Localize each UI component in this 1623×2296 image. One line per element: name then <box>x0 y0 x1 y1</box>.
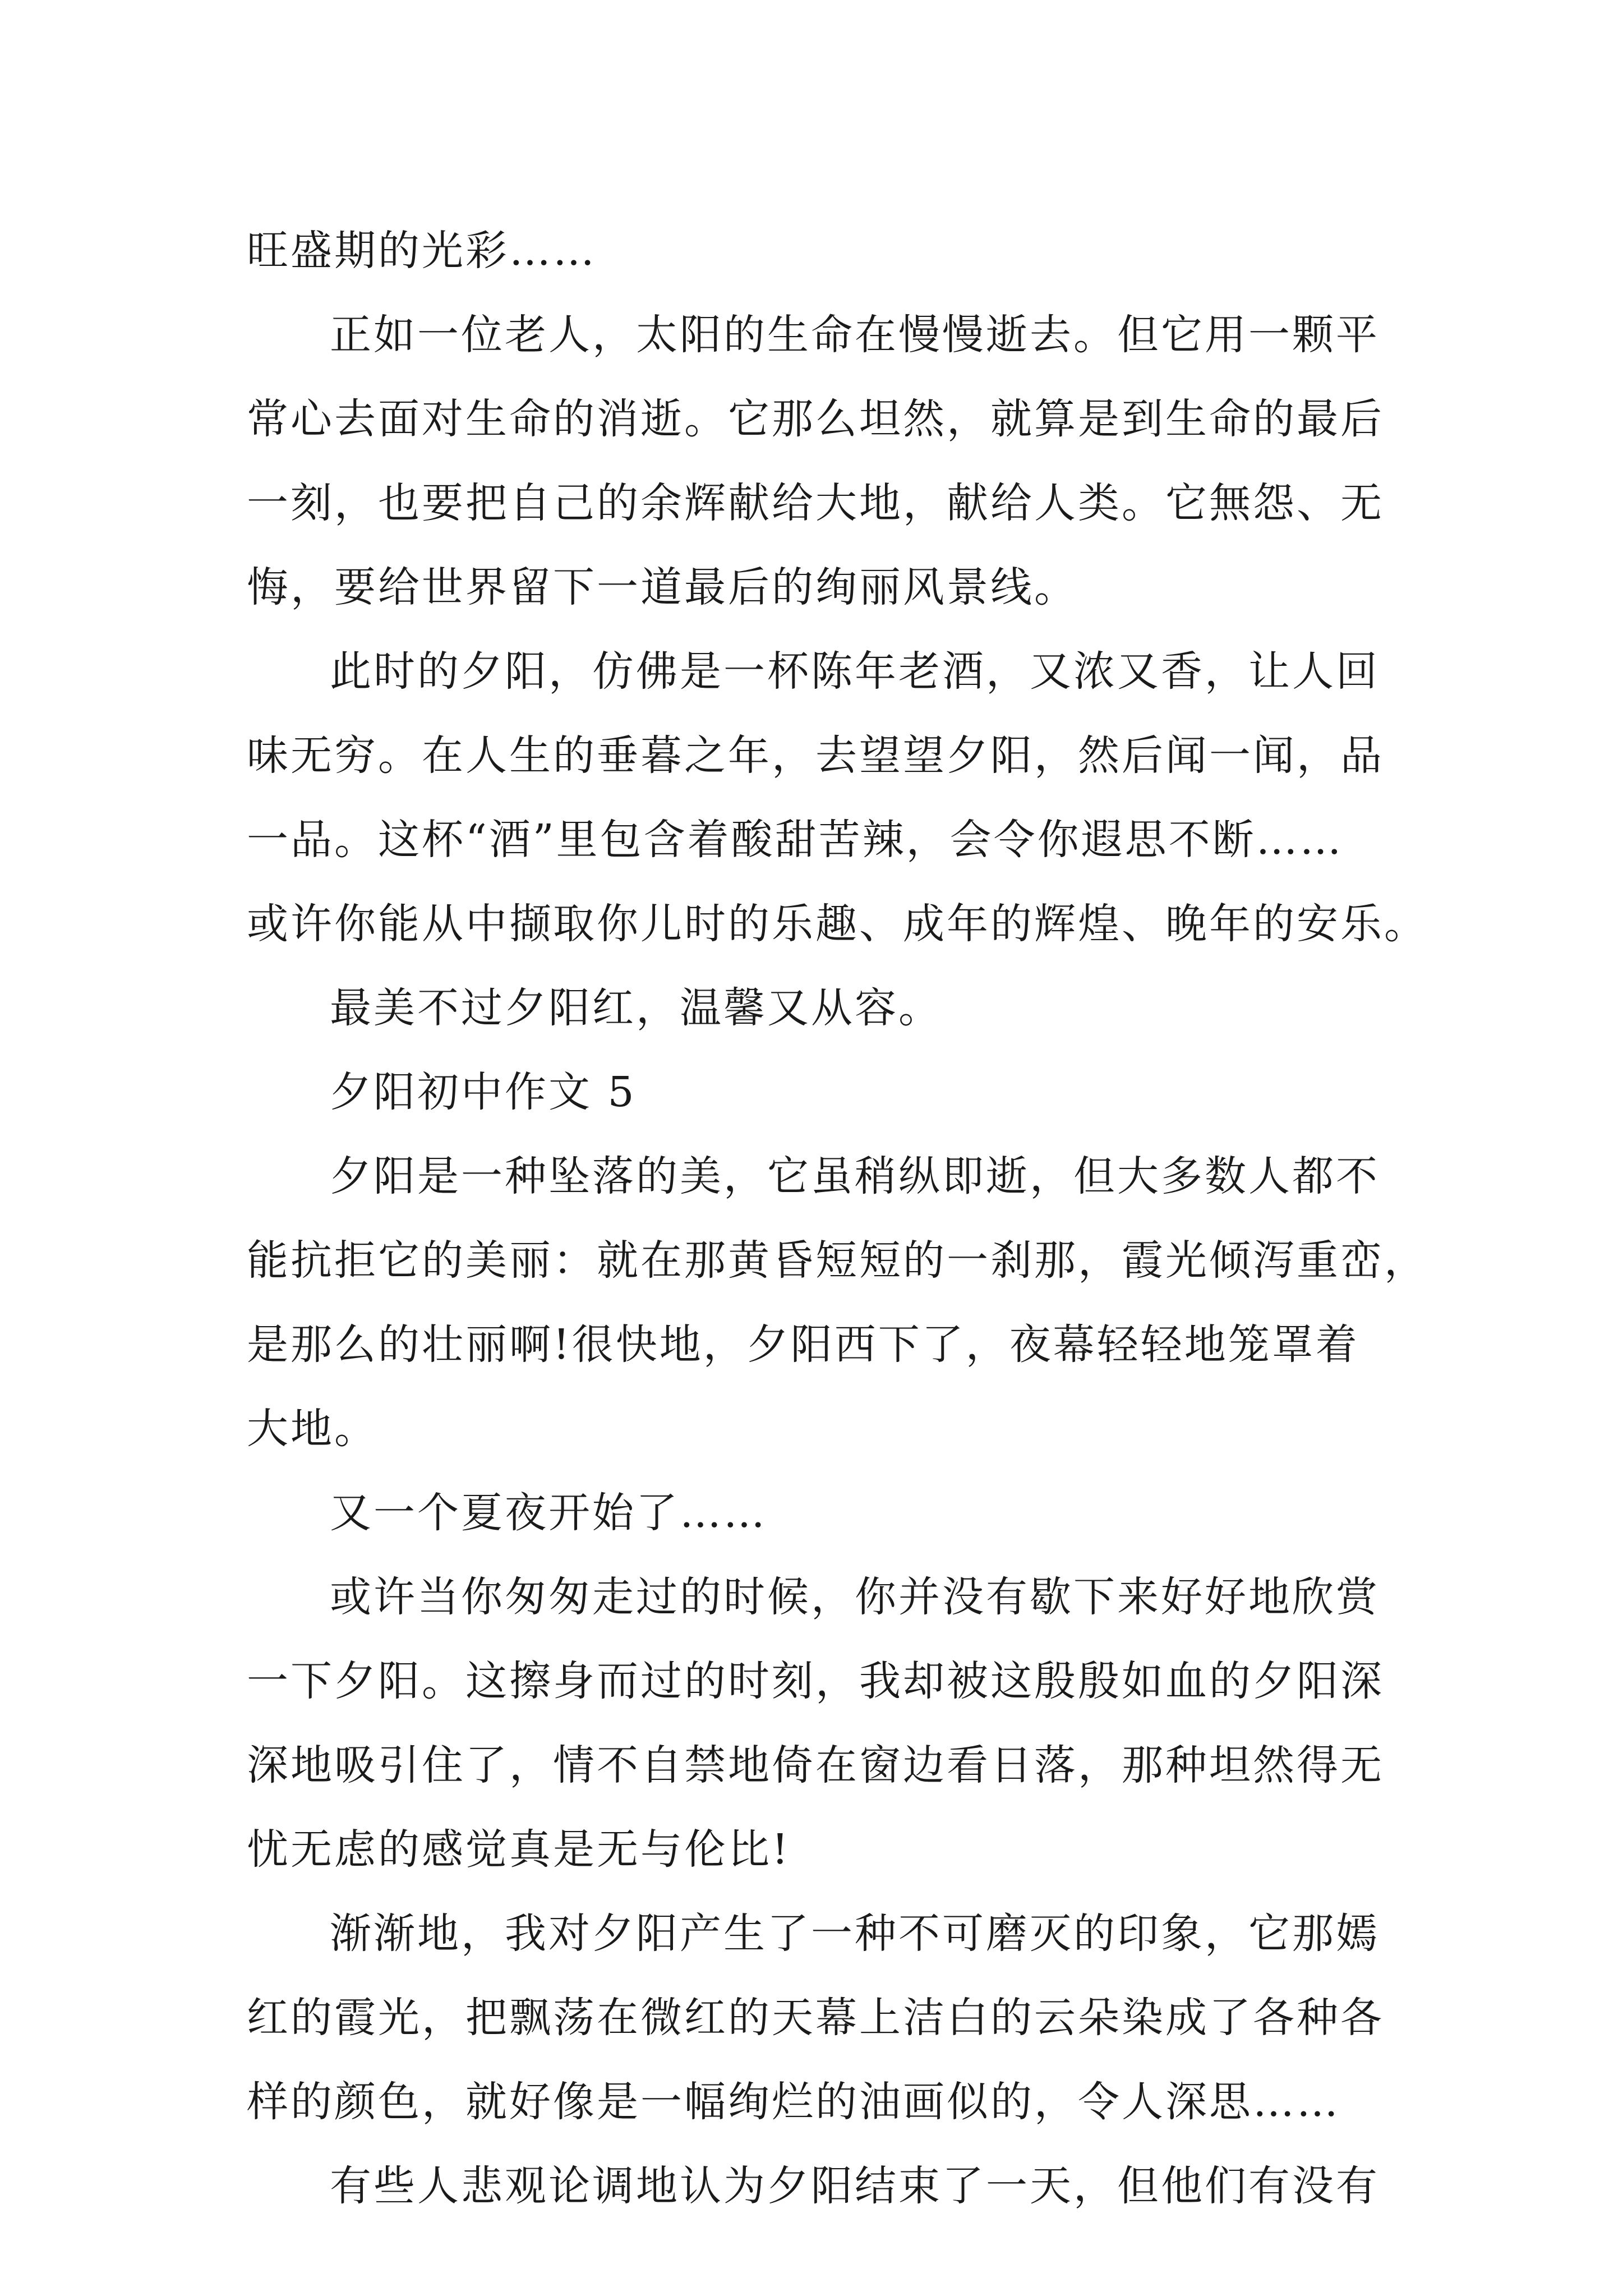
text-line: 大地。 <box>247 1405 378 1453</box>
text-line: 渐渐地，我对夕阳产生了一种不可磨灭的印象，它那嫣 <box>330 1910 1380 1958</box>
text-line: 一品。这杯“酒”里包含着酸甜苦辣，会令你遐思不断…… <box>247 816 1344 864</box>
text-line: 悔，要给世界留下一道最后的绚丽风景线。 <box>247 563 1078 611</box>
text-line: 夕阳初中作文 5 <box>330 1068 637 1116</box>
paragraph <box>247 1471 1380 1555</box>
text-line: 夕阳是一种坠落的美，它虽稍纵即逝，但大多数人都不 <box>330 1152 1380 1200</box>
paragraph <box>247 1892 1384 2144</box>
text-line: 一刻，也要把自己的余辉献给大地，献给人类。它無怨、无 <box>247 479 1384 527</box>
paragraph <box>247 966 1380 1050</box>
paragraph <box>247 209 1380 293</box>
text-line: 常心去面对生命的消逝。它那么坦然，就算是到生命的最后 <box>247 395 1384 443</box>
text-line: 正如一位老人，太阳的生命在慢慢逝去。但它用一颗平 <box>330 311 1380 359</box>
paragraph <box>247 1555 1384 1892</box>
text-line: 红的霞光，把飘荡在微红的天幕上洁白的云朵染成了各种各 <box>247 1994 1384 2042</box>
text-line: 最美不过夕阳红，温馨又从容。 <box>330 984 942 1032</box>
text-line: 样的颜色，就好像是一幅绚烂的油画似的，令人深思…… <box>247 2078 1340 2126</box>
text-line: 能抗拒它的美丽：就在那黄昏短短的一刹那，霞光倾泻重峦， <box>247 1236 1428 1285</box>
text-line: 有些人悲观论调地认为夕阳结束了一天，但他们有没有 <box>330 2162 1380 2210</box>
text-line: 或许你能从中撷取你儿时的乐趣、成年的辉煌、晚年的安乐。 <box>247 900 1428 948</box>
text-line: 味无穷。在人生的垂暮之年，去望望夕阳，然后闻一闻，品 <box>247 731 1384 780</box>
text-line: 一下夕阳。这擦身而过的时刻，我却被这殷殷如血的夕阳深 <box>247 1657 1384 1705</box>
text-line: 或许当你匆匆走过的时候，你并没有歇下来好好地欣赏 <box>330 1573 1380 1621</box>
paragraph <box>247 629 1428 966</box>
text-line: 又一个夏夜开始了…… <box>330 1489 767 1537</box>
text-line: 忧无虑的感觉真是无与伦比! <box>247 1825 791 1874</box>
text-line: 旺盛期的光彩…… <box>247 227 597 275</box>
paragraph <box>247 2144 1380 2228</box>
section-heading <box>247 1050 1380 1134</box>
text-line: 深地吸引住了，情不自禁地倚在窗边看日落，那种坦然得无 <box>247 1741 1384 1789</box>
paragraph <box>247 293 1384 629</box>
paragraph <box>247 1134 1428 1471</box>
text-line: 是那么的壮丽啊!很快地，夕阳西下了，夜幕轻轻地笼罩着 <box>247 1320 1359 1369</box>
text-line: 此时的夕阳，仿佛是一杯陈年老酒，又浓又香，让人回 <box>330 647 1380 696</box>
document-body <box>247 209 1428 2228</box>
